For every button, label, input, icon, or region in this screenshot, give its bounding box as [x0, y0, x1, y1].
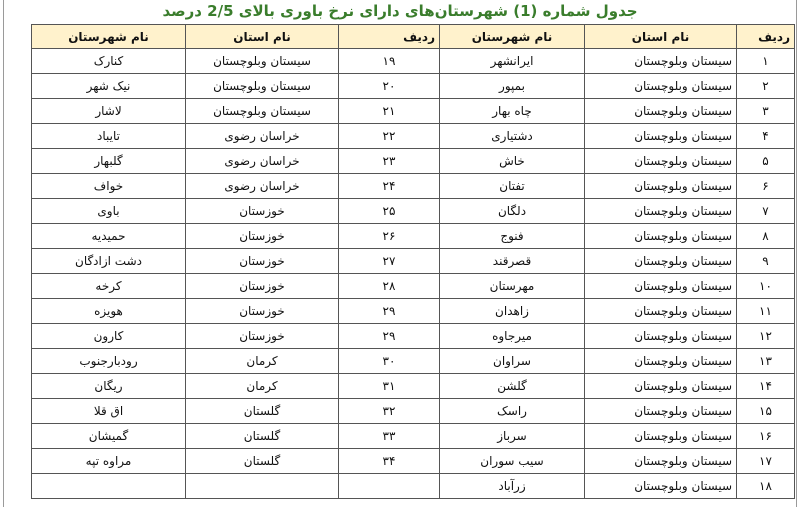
header-city-1: نام شهرستان [440, 25, 585, 49]
province-cell: سیستان وبلوچستان [585, 274, 737, 299]
row-number-cell: ۸ [737, 224, 795, 249]
province-cell: سیستان وبلوچستان [585, 249, 737, 274]
row-number-cell-2 [339, 474, 440, 499]
table-row [32, 274, 795, 299]
row-number-cell-2: ۲۵ [339, 199, 440, 224]
city-cell-2: کرخه [32, 274, 186, 299]
province-cell-2 [186, 474, 339, 499]
province-cell-2: کرمان [186, 349, 339, 374]
province-cell: سیستان وبلوچستان [585, 174, 737, 199]
city-cell: ایرانشهر [440, 49, 585, 74]
header-province-2: نام استان [186, 25, 339, 49]
province-cell-2: خراسان رضوی [186, 149, 339, 174]
row-number-cell-2: ۲۰ [339, 74, 440, 99]
city-cell: چاه بهار [440, 99, 585, 124]
province-cell: سیستان وبلوچستان [585, 449, 737, 474]
row-number-cell-2: ۲۷ [339, 249, 440, 274]
city-cell: سیب سوران [440, 449, 585, 474]
table-title: جدول شماره (1) شهرستان‌های دارای نرخ باوری بالای 2/5 درصد [162, 2, 638, 20]
row-number-cell: ۹ [737, 249, 795, 274]
province-cell-2: خراسان رضوی [186, 174, 339, 199]
table-row [32, 124, 795, 149]
province-cell: سیستان وبلوچستان [585, 149, 737, 174]
row-number-cell-2: ۲۹ [339, 324, 440, 349]
table-row [32, 449, 795, 474]
table-row [32, 174, 795, 199]
province-cell-2: گلستان [186, 424, 339, 449]
table-row [32, 99, 795, 124]
city-cell-2: تایباد [32, 124, 186, 149]
city-cell-2: کنارک [32, 49, 186, 74]
city-cell: میرجاوه [440, 324, 585, 349]
row-number-cell: ۱۷ [737, 449, 795, 474]
row-number-cell-2: ۲۸ [339, 274, 440, 299]
table-row [32, 149, 795, 174]
table-row [32, 74, 795, 99]
table-header-row [32, 25, 795, 49]
row-number-cell: ۵ [737, 149, 795, 174]
city-cell-2: کارون [32, 324, 186, 349]
province-cell: سیستان وبلوچستان [585, 474, 737, 499]
city-cell: بمپور [440, 74, 585, 99]
row-number-cell-2: ۳۱ [339, 374, 440, 399]
table-row [32, 374, 795, 399]
row-number-cell: ۶ [737, 174, 795, 199]
province-cell-2: سیستان وبلوچستان [186, 49, 339, 74]
province-cell: سیستان وبلوچستان [585, 324, 737, 349]
province-cell-2: گلستان [186, 399, 339, 424]
row-number-cell-2: ۲۴ [339, 174, 440, 199]
row-number-cell-2: ۲۲ [339, 124, 440, 149]
table-row [32, 424, 795, 449]
row-number-cell-2: ۲۳ [339, 149, 440, 174]
table-row [32, 324, 795, 349]
row-number-cell-2: ۲۹ [339, 299, 440, 324]
city-cell: گلشن [440, 374, 585, 399]
province-cell: سیستان وبلوچستان [585, 374, 737, 399]
city-cell: راسک [440, 399, 585, 424]
row-number-cell: ۱۰ [737, 274, 795, 299]
row-number-cell: ۱۳ [737, 349, 795, 374]
city-cell-2: خواف [32, 174, 186, 199]
row-number-cell: ۷ [737, 199, 795, 224]
city-cell: تفتان [440, 174, 585, 199]
row-number-cell-2: ۲۱ [339, 99, 440, 124]
table-row [32, 349, 795, 374]
city-cell-2: رودبارجنوب [32, 349, 186, 374]
table-row [32, 49, 795, 74]
row-number-cell: ۱۸ [737, 474, 795, 499]
city-cell-2: باوی [32, 199, 186, 224]
row-number-cell-2: ۱۹ [339, 49, 440, 74]
province-cell-2: خوزستان [186, 274, 339, 299]
province-cell: سیستان وبلوچستان [585, 349, 737, 374]
province-cell-2: خوزستان [186, 324, 339, 349]
city-cell-2: دشت ازادگان [32, 249, 186, 274]
city-cell-2: گلبهار [32, 149, 186, 174]
city-cell: دشتیاری [440, 124, 585, 149]
row-number-cell: ۱ [737, 49, 795, 74]
row-number-cell: ۳ [737, 99, 795, 124]
header-row-number-1: ردیف [737, 25, 795, 49]
city-cell: فنوج [440, 224, 585, 249]
header-city-2: نام شهرستان [32, 25, 186, 49]
province-cell: سیستان وبلوچستان [585, 399, 737, 424]
province-cell-2: خوزستان [186, 299, 339, 324]
row-number-cell-2: ۳۰ [339, 349, 440, 374]
row-number-cell-2: ۲۶ [339, 224, 440, 249]
province-cell: سیستان وبلوچستان [585, 424, 737, 449]
province-cell: سیستان وبلوچستان [585, 74, 737, 99]
city-cell-2: حمیدیه [32, 224, 186, 249]
row-number-cell-2: ۳۴ [339, 449, 440, 474]
city-cell: دلگان [440, 199, 585, 224]
table-row [32, 249, 795, 274]
row-number-cell-2: ۳۲ [339, 399, 440, 424]
row-number-cell: ۱۶ [737, 424, 795, 449]
province-cell-2: خوزستان [186, 249, 339, 274]
counties-table [31, 24, 795, 499]
row-number-cell-2: ۳۳ [339, 424, 440, 449]
row-number-cell: ۱۴ [737, 374, 795, 399]
province-cell-2: گلستان [186, 449, 339, 474]
province-cell: سیستان وبلوچستان [585, 199, 737, 224]
province-cell-2: خراسان رضوی [186, 124, 339, 149]
city-cell-2: لاشار [32, 99, 186, 124]
city-cell-2: هویزه [32, 299, 186, 324]
province-cell: سیستان وبلوچستان [585, 49, 737, 74]
table-row [32, 474, 795, 499]
header-province-1: نام استان [585, 25, 737, 49]
city-cell-2 [32, 474, 186, 499]
city-cell-2: نیک شهر [32, 74, 186, 99]
city-cell-2: ریگان [32, 374, 186, 399]
table-row [32, 299, 795, 324]
city-cell-2: اق قلا [32, 399, 186, 424]
row-number-cell: ۱۱ [737, 299, 795, 324]
province-cell: سیستان وبلوچستان [585, 224, 737, 249]
city-cell: مهرستان [440, 274, 585, 299]
province-cell-2: سیستان وبلوچستان [186, 99, 339, 124]
row-number-cell: ۴ [737, 124, 795, 149]
province-cell-2: کرمان [186, 374, 339, 399]
header-row-number-2: ردیف [339, 25, 440, 49]
province-cell: سیستان وبلوچستان [585, 299, 737, 324]
row-number-cell: ۲ [737, 74, 795, 99]
table-row [32, 224, 795, 249]
city-cell: سرباز [440, 424, 585, 449]
city-cell: خاش [440, 149, 585, 174]
province-cell-2: سیستان وبلوچستان [186, 74, 339, 99]
city-cell-2: مراوه تپه [32, 449, 186, 474]
city-cell: سراوان [440, 349, 585, 374]
city-cell: زاهدان [440, 299, 585, 324]
province-cell: سیستان وبلوچستان [585, 124, 737, 149]
city-cell: زرآباد [440, 474, 585, 499]
row-number-cell: ۱۲ [737, 324, 795, 349]
table-body [32, 49, 795, 499]
province-cell-2: خوزستان [186, 224, 339, 249]
city-cell: قصرقند [440, 249, 585, 274]
table-row [32, 399, 795, 424]
province-cell: سیستان وبلوچستان [585, 99, 737, 124]
city-cell-2: گمیشان [32, 424, 186, 449]
table-row [32, 199, 795, 224]
row-number-cell: ۱۵ [737, 399, 795, 424]
province-cell-2: خوزستان [186, 199, 339, 224]
